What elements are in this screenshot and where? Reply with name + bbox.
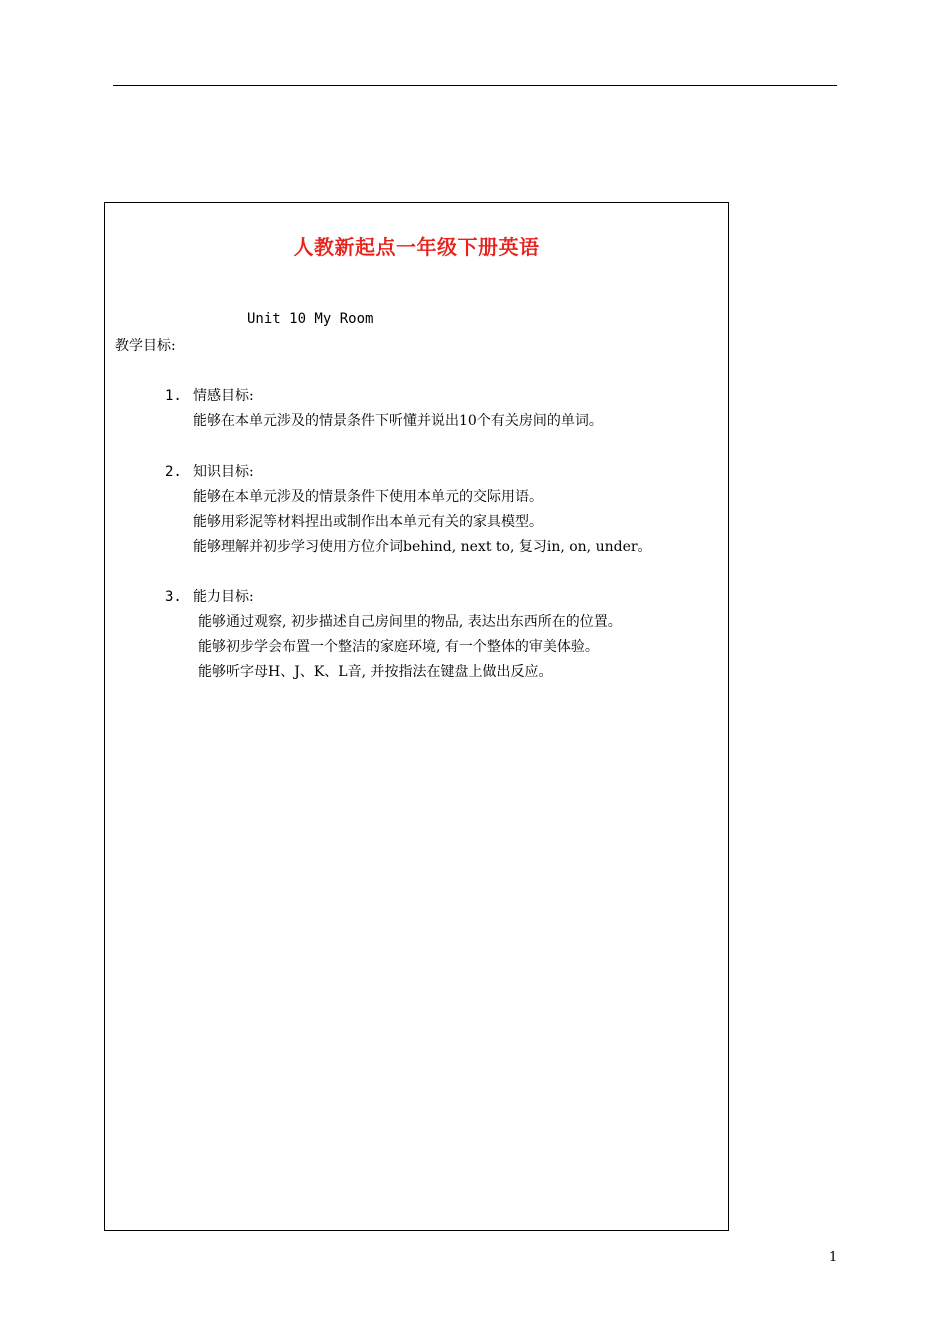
section-1-heading	[165, 385, 254, 405]
unit-title: Unit 10 My Room	[247, 311, 374, 327]
objectives-label: 教学目标:	[115, 338, 176, 354]
content-box	[104, 202, 729, 1231]
section-3-heading	[165, 586, 254, 606]
section-1-title: 情感目标:	[193, 388, 254, 404]
section-2-heading	[165, 461, 254, 481]
section-1-line-1: 能够在本单元涉及的情景条件下听懂并说出10个有关房间的单词。	[193, 413, 603, 429]
header-rule	[113, 85, 837, 86]
section-3-line-1: 能够通过观察, 初步描述自己房间里的物品, 表达出东西所在的位置。	[198, 614, 622, 630]
section-3-line-2: 能够初步学会布置一个整洁的家庭环境, 有一个整体的审美体验。	[198, 639, 599, 655]
page-number: 1	[829, 1250, 838, 1265]
section-3-title: 能力目标:	[193, 589, 254, 605]
section-1-number: 1.	[165, 388, 182, 404]
section-3-line-3: 能够听字母H、J、K、L音, 并按指法在键盘上做出反应。	[198, 664, 553, 680]
section-2-title: 知识目标:	[193, 464, 254, 480]
section-2-line-1: 能够在本单元涉及的情景条件下使用本单元的交际用语。	[193, 489, 543, 505]
section-2-line-3: 能够理解并初步学习使用方位介词behind, next to, 复习in, on, under。	[193, 539, 652, 555]
section-2-number: 2.	[165, 464, 182, 480]
document-title: 人教新起点一年级下册英语	[293, 235, 540, 259]
section-3-number: 3.	[165, 589, 182, 605]
section-2-line-2: 能够用彩泥等材料捏出或制作出本单元有关的家具模型。	[193, 514, 543, 530]
